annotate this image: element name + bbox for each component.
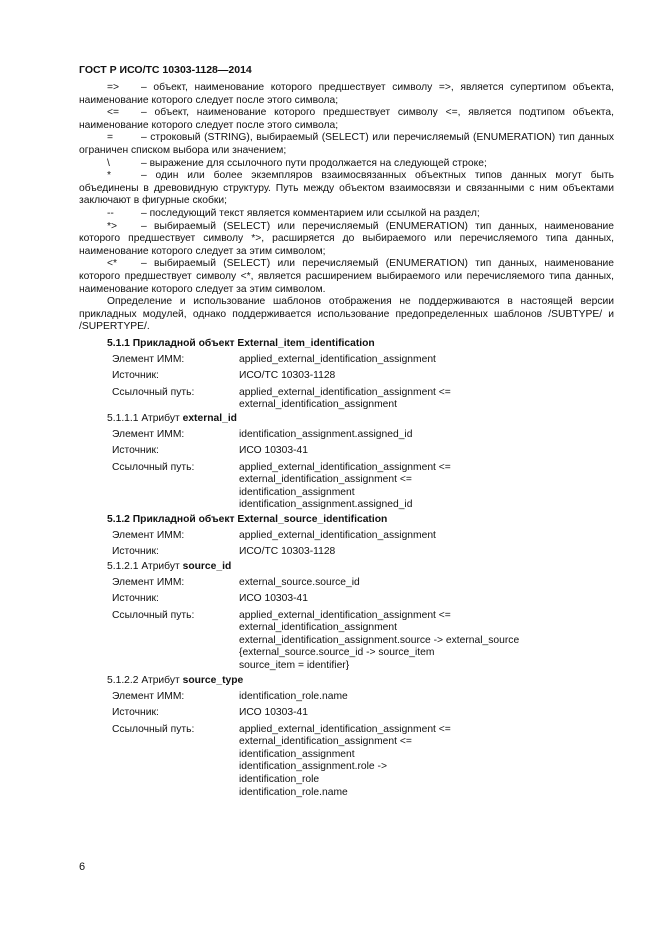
symbol-description: – строковый (STRING), выбираемый (SELECT) или перечисляемый (ENUMERATION) тип данных ограничен списком выбора или значением; bbox=[79, 132, 614, 156]
templates-paragraph: Определение и использование шаблонов отображения не поддерживаются в настоящей версии прикладных модулей, однако поддерживается использование предопределенных шаблонов /SUBTYPE/ и /SUPERTYPE/. bbox=[79, 296, 614, 333]
field-value: ИСО 10303-41 bbox=[239, 445, 308, 457]
field-value: ИСО 10303-41 bbox=[239, 707, 308, 719]
path-line: external_identification_assignment <= bbox=[239, 736, 412, 748]
source-row bbox=[79, 445, 614, 458]
field-label: Элемент ИММ: bbox=[112, 691, 185, 703]
source-row bbox=[79, 593, 614, 606]
section-5-1-1 bbox=[79, 338, 614, 412]
title-prefix: 5.1.1.1 Атрибут bbox=[107, 413, 183, 424]
symbol: * bbox=[107, 170, 112, 182]
field-label: Ссылочный путь: bbox=[112, 386, 195, 398]
path-line: external_identification_assignment <= bbox=[239, 474, 412, 486]
path-line: identification_assignment bbox=[239, 748, 355, 760]
symbol: -- bbox=[107, 207, 114, 219]
path-line: identification_assignment bbox=[239, 486, 355, 498]
section-title: 5.1.1 Прикладной объект External_item_identification bbox=[107, 338, 375, 349]
symbol-definition bbox=[79, 258, 614, 296]
section-5-1-2-2 bbox=[79, 675, 614, 799]
path-line: applied_external_identification_assignment <= bbox=[239, 386, 451, 398]
symbol-description: – последующий текст является комментарием или ссылкой на раздел; bbox=[141, 207, 480, 219]
field-value: identification_role.name bbox=[239, 691, 348, 703]
source-row bbox=[79, 546, 614, 559]
page-number: 6 bbox=[79, 861, 86, 873]
section-title bbox=[79, 675, 614, 688]
imm-element-row bbox=[79, 691, 614, 704]
path-line: identification_assignment.role -> bbox=[239, 761, 387, 773]
path-line: external_identification_assignment bbox=[239, 399, 397, 411]
field-label: Ссылочный путь: bbox=[112, 609, 195, 621]
symbol-definition bbox=[79, 158, 614, 171]
path-line: identification_role.name bbox=[239, 786, 348, 798]
field-label: Источник: bbox=[112, 370, 159, 382]
field-value: ИСО/ТС 10303-1128 bbox=[239, 370, 336, 382]
symbol: *> bbox=[107, 220, 118, 232]
reference-path-row bbox=[79, 387, 614, 412]
symbol-description: – объект, наименование которого предшествует символу <=, является подтипом объекта, наименование которого следует после этого символа; bbox=[79, 107, 614, 131]
section-title bbox=[79, 561, 614, 574]
section-title bbox=[79, 413, 614, 426]
field-value: ИСО/ТС 10303-1128 bbox=[239, 546, 336, 558]
symbol-definition bbox=[79, 107, 614, 132]
field-value: identification_assignment.assigned_id bbox=[239, 429, 413, 441]
path-line: applied_external_identification_assignment <= bbox=[239, 723, 451, 735]
symbol-description: – выбираемый (SELECT) или перечисляемый (ENUMERATION) тип данных, наименование которого предшествует символу *>, расширяется до выбираемого или перечисляемого типа данных, наименование которого следует за этим символом; bbox=[79, 220, 614, 257]
title-prefix: 5.1.2.2 Атрибут bbox=[107, 675, 183, 686]
path-line: applied_external_identification_assignment <= bbox=[239, 461, 451, 473]
imm-element-row bbox=[79, 530, 614, 543]
symbol-description: – выражение для ссылочного пути продолжается на следующей строке; bbox=[141, 157, 487, 169]
symbol-definition bbox=[79, 208, 614, 221]
field-label: Элемент ИММ: bbox=[112, 577, 185, 589]
reference-path-row bbox=[79, 724, 614, 800]
field-value: applied_external_identification_assignment bbox=[239, 354, 436, 366]
symbol-definition bbox=[79, 82, 614, 107]
section-5-1-1-1 bbox=[79, 413, 614, 512]
symbol-description: – объект, наименование которого предшествует символу =>, является супертипом объекта, наименование которого следует после этого символа; bbox=[79, 82, 614, 106]
field-label: Элемент ИММ: bbox=[112, 530, 185, 542]
symbol: => bbox=[107, 82, 120, 93]
imm-element-row bbox=[79, 429, 614, 442]
field-label: Источник: bbox=[112, 593, 159, 605]
path-line: applied_external_identification_assignment <= bbox=[239, 609, 451, 621]
field-label: Источник: bbox=[112, 445, 159, 457]
field-value: external_source.source_id bbox=[239, 577, 360, 589]
path-line: identification_assignment.assigned_id bbox=[239, 499, 413, 511]
source-row bbox=[79, 370, 614, 383]
symbol-definition bbox=[79, 221, 614, 259]
attribute-name: source_type bbox=[182, 675, 244, 686]
symbol: = bbox=[107, 132, 114, 144]
symbol-description: – один или более экземпляров взаимосвязанных объектных типов данных могут быть объединены в древовидную структуру. Путь между объектом взаимосвязи и связанными с ним объектами заключают в фигурные скобки; bbox=[79, 170, 614, 207]
title-prefix: 5.1.2.1 Атрибут bbox=[107, 561, 183, 572]
symbol-description: – выбираемый (SELECT) или перечисляемый (ENUMERATION) тип данных, наименование которого предшествует символу <*, является расширением выбираемого или перечисляемого типа данных, наименование которого следует за этим символом. bbox=[79, 258, 614, 295]
path-line: identification_role bbox=[239, 773, 320, 785]
reference-path-row bbox=[79, 462, 614, 512]
section-5-1-2-1 bbox=[79, 561, 614, 673]
reference-path-row bbox=[79, 610, 614, 673]
source-row bbox=[79, 707, 614, 720]
attribute-name: external_id bbox=[182, 413, 237, 424]
field-value: ИСО 10303-41 bbox=[239, 593, 308, 605]
path-line: {external_source.source_id -> source_item bbox=[239, 647, 435, 659]
section-title: 5.1.2 Прикладной объект External_source_identification bbox=[107, 514, 388, 525]
field-label: Ссылочный путь: bbox=[112, 723, 195, 735]
symbol-definition bbox=[79, 132, 614, 157]
imm-element-row bbox=[79, 577, 614, 590]
symbol: <= bbox=[107, 107, 120, 119]
section-5-1-2 bbox=[79, 514, 614, 559]
field-label: Источник: bbox=[112, 707, 159, 719]
field-label: Элемент ИММ: bbox=[112, 429, 185, 441]
field-label: Ссылочный путь: bbox=[112, 461, 195, 473]
field-label: Элемент ИММ: bbox=[112, 354, 185, 366]
field-label: Источник: bbox=[112, 546, 159, 558]
imm-element-row bbox=[79, 354, 614, 367]
symbol: <* bbox=[107, 258, 118, 270]
document-header: ГОСТ Р ИСО/ТС 10303-1128—2014 bbox=[79, 64, 252, 76]
field-value: applied_external_identification_assignment bbox=[239, 530, 436, 542]
symbol-definition bbox=[79, 170, 614, 208]
path-line: source_item = identifier} bbox=[239, 659, 350, 671]
symbol-definitions bbox=[79, 82, 614, 334]
symbol: \ bbox=[107, 157, 110, 169]
path-line: external_identification_assignment bbox=[239, 622, 397, 634]
attribute-name: source_id bbox=[182, 561, 232, 572]
path-line: external_identification_assignment.source -> external_source bbox=[239, 634, 520, 646]
